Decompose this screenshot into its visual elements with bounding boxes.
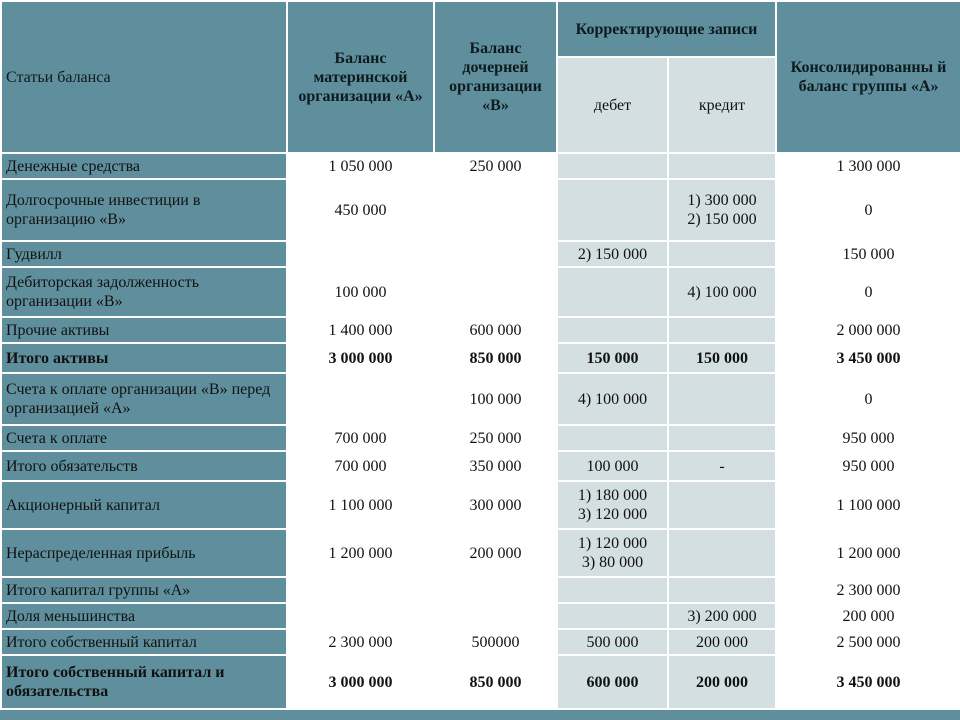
parent-cell (287, 603, 434, 629)
consolidated-cell: 200 000 (776, 603, 960, 629)
consolidated-cell: 1 100 000 (776, 481, 960, 529)
parent-cell: 3 000 000 (287, 343, 434, 373)
parent-cell: 450 000 (287, 179, 434, 241)
debit-cell (557, 179, 668, 241)
parent-cell: 3 000 000 (287, 655, 434, 709)
debit-cell (557, 153, 668, 179)
debit-cell: 1) 180 000 3) 120 000 (557, 481, 668, 529)
debit-cell: 2) 150 000 (557, 241, 668, 267)
table-row (1, 179, 960, 241)
header-subsidiary-balance: Баланс дочерней организации «В» (434, 1, 557, 153)
debit-cell (557, 577, 668, 603)
debit-cell: 150 000 (557, 343, 668, 373)
subsidiary-cell: 250 000 (434, 425, 557, 451)
credit-cell: 150 000 (668, 343, 776, 373)
credit-cell (668, 577, 776, 603)
consolidated-cell: 3 450 000 (776, 343, 960, 373)
credit-cell: 4) 100 000 (668, 267, 776, 317)
table-row (1, 577, 960, 603)
credit-cell (668, 241, 776, 267)
subsidiary-cell: 850 000 (434, 343, 557, 373)
credit-cell (668, 425, 776, 451)
header-parent-balance: Баланс материнской организации «А» (287, 1, 434, 153)
consolidated-cell: 950 000 (776, 451, 960, 481)
table-row (1, 603, 960, 629)
header-items: Статьи баланса (1, 1, 287, 153)
parent-cell (287, 373, 434, 425)
consolidated-cell: 1 200 000 (776, 529, 960, 577)
table-row (1, 267, 960, 317)
row-label: Акционерный капитал (1, 481, 287, 529)
row-label: Дебиторская задолженность организации «В» (1, 267, 287, 317)
parent-cell (287, 241, 434, 267)
table-row (1, 317, 960, 343)
consolidated-cell: 3 450 000 (776, 655, 960, 709)
consolidated-cell: 150 000 (776, 241, 960, 267)
credit-cell: - (668, 451, 776, 481)
consolidated-cell: 0 (776, 373, 960, 425)
consolidated-cell: 0 (776, 179, 960, 241)
row-label: Счета к оплате (1, 425, 287, 451)
consolidated-cell: 2 000 000 (776, 317, 960, 343)
row-label: Доля меньшинства (1, 603, 287, 629)
debit-cell: 500 000 (557, 629, 668, 655)
row-label: Прочие активы (1, 317, 287, 343)
parent-cell: 1 100 000 (287, 481, 434, 529)
table-row (1, 241, 960, 267)
table-row (1, 655, 960, 709)
row-label: Денежные средства (1, 153, 287, 179)
subsidiary-cell (434, 267, 557, 317)
credit-cell: 3) 200 000 (668, 603, 776, 629)
subsidiary-cell: 300 000 (434, 481, 557, 529)
consolidated-cell: 950 000 (776, 425, 960, 451)
header-credit: кредит (668, 57, 776, 153)
table-row (1, 153, 960, 179)
consolidated-cell: 1 300 000 (776, 153, 960, 179)
debit-cell: 100 000 (557, 451, 668, 481)
subsidiary-cell: 500000 (434, 629, 557, 655)
row-label: Долгосрочные инвестиции в организацию «В» (1, 179, 287, 241)
subsidiary-cell (434, 577, 557, 603)
parent-cell: 1 400 000 (287, 317, 434, 343)
row-label: Итого собственный капитал (1, 629, 287, 655)
subsidiary-cell: 600 000 (434, 317, 557, 343)
credit-cell (668, 529, 776, 577)
credit-cell (668, 481, 776, 529)
debit-cell (557, 317, 668, 343)
subsidiary-cell (434, 179, 557, 241)
table-row (1, 425, 960, 451)
table-row (1, 343, 960, 373)
row-label: Итого капитал группы «А» (1, 577, 287, 603)
subsidiary-cell: 350 000 (434, 451, 557, 481)
credit-cell (668, 317, 776, 343)
consolidated-cell: 2 500 000 (776, 629, 960, 655)
parent-cell (287, 577, 434, 603)
credit-cell (668, 153, 776, 179)
table-row (1, 529, 960, 577)
table-row (1, 373, 960, 425)
table-row (1, 451, 960, 481)
subsidiary-cell (434, 241, 557, 267)
parent-cell: 1 050 000 (287, 153, 434, 179)
row-label: Итого активы (1, 343, 287, 373)
row-label: Нераспределенная прибыль (1, 529, 287, 577)
table-row (1, 481, 960, 529)
subsidiary-cell: 200 000 (434, 529, 557, 577)
row-label: Итого собственный капитал и обязательства (1, 655, 287, 709)
debit-cell: 4) 100 000 (557, 373, 668, 425)
row-label: Гудвилл (1, 241, 287, 267)
row-label: Итого обязательств (1, 451, 287, 481)
subsidiary-cell (434, 603, 557, 629)
header-adjustments: Корректирующие записи (557, 1, 776, 57)
credit-cell: 1) 300 000 2) 150 000 (668, 179, 776, 241)
table-body (1, 153, 960, 709)
credit-cell (668, 373, 776, 425)
table-row (1, 629, 960, 655)
parent-cell: 100 000 (287, 267, 434, 317)
debit-cell (557, 267, 668, 317)
consolidated-cell: 0 (776, 267, 960, 317)
parent-cell: 700 000 (287, 451, 434, 481)
debit-cell: 600 000 (557, 655, 668, 709)
debit-cell: 1) 120 000 3) 80 000 (557, 529, 668, 577)
parent-cell: 700 000 (287, 425, 434, 451)
row-label: Счета к оплате организации «В» перед организацией «А» (1, 373, 287, 425)
header-debit: дебет (557, 57, 668, 153)
parent-cell: 1 200 000 (287, 529, 434, 577)
credit-cell: 200 000 (668, 629, 776, 655)
parent-cell: 2 300 000 (287, 629, 434, 655)
header-consolidated: Консолидированны й баланс группы «А» (776, 1, 960, 153)
debit-cell (557, 603, 668, 629)
debit-cell (557, 425, 668, 451)
consolidated-cell: 2 300 000 (776, 577, 960, 603)
subsidiary-cell: 100 000 (434, 373, 557, 425)
credit-cell: 200 000 (668, 655, 776, 709)
subsidiary-cell: 850 000 (434, 655, 557, 709)
subsidiary-cell: 250 000 (434, 153, 557, 179)
